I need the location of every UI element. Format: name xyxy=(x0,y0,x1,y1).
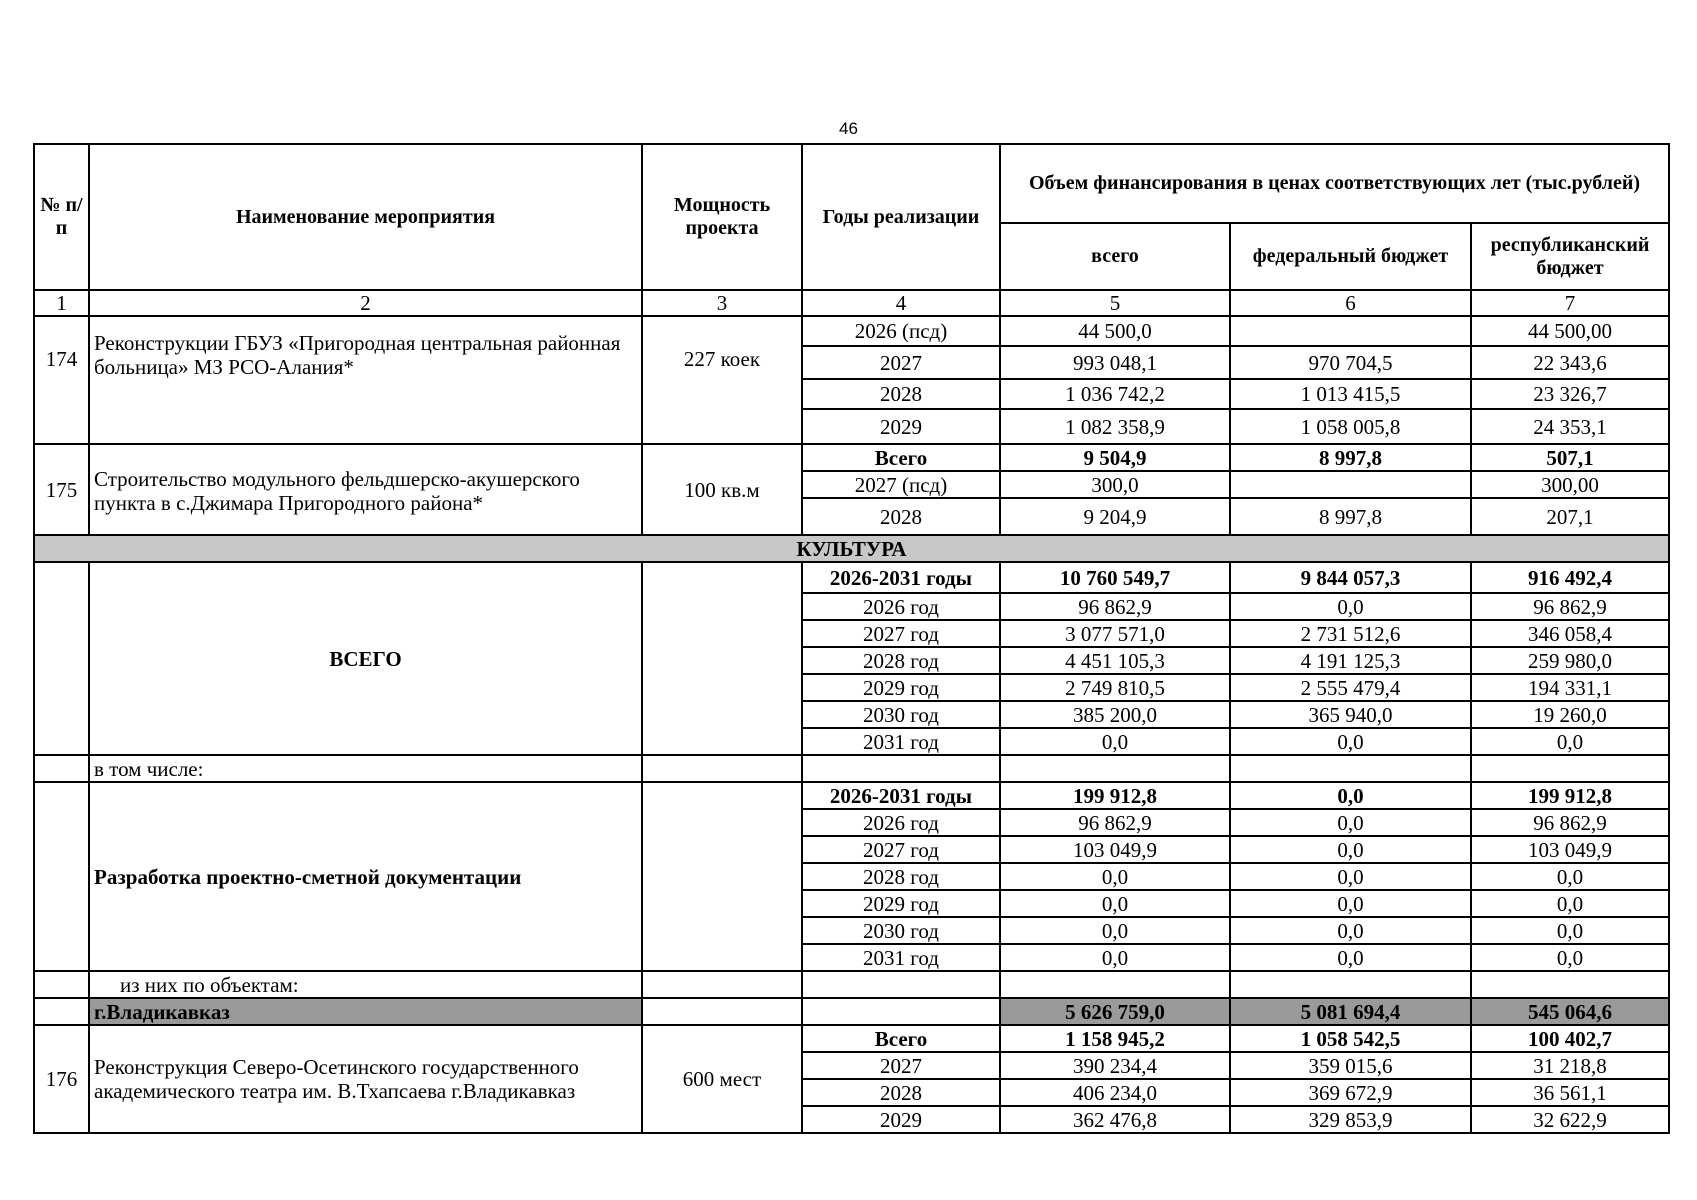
page-number: 46 xyxy=(839,119,858,138)
federal-cell: 2 731 512,6 xyxy=(1230,620,1471,647)
total-cell: 1 158 945,2 xyxy=(1000,1025,1230,1052)
republic-cell: 0,0 xyxy=(1471,890,1669,917)
federal-cell: 0,0 xyxy=(1230,944,1471,971)
republic-cell: 22 343,6 xyxy=(1471,346,1669,379)
total-cell: 9 204,9 xyxy=(1000,498,1230,535)
year-cell: 2027 xyxy=(802,1052,1000,1079)
federal-cell: 0,0 xyxy=(1230,728,1471,755)
year-cell: 2028 год xyxy=(802,863,1000,890)
column-numbers-row xyxy=(34,290,1669,316)
republic-cell: 194 331,1 xyxy=(1471,674,1669,701)
year-cell: 2031 год xyxy=(802,728,1000,755)
row-number: 175 xyxy=(34,444,89,535)
header-capacity: Мощность проекта xyxy=(642,144,802,290)
year-cell: 2028 год xyxy=(802,647,1000,674)
header-federal: федеральный бюджет xyxy=(1230,223,1471,290)
col-number: 6 xyxy=(1230,290,1471,316)
empty-cell xyxy=(1000,971,1230,998)
total-cell: 0,0 xyxy=(1000,863,1230,890)
federal-cell: 1 013 415,5 xyxy=(1230,379,1471,409)
year-cell: Всего xyxy=(802,444,1000,471)
col-number: 4 xyxy=(802,290,1000,316)
republic-cell: 100 402,7 xyxy=(1471,1025,1669,1052)
federal-cell: 1 058 542,5 xyxy=(1230,1025,1471,1052)
row-number xyxy=(34,998,89,1025)
empty-cell xyxy=(642,755,802,782)
federal-cell: 0,0 xyxy=(1230,917,1471,944)
federal-cell: 0,0 xyxy=(1230,836,1471,863)
republic-cell: 19 260,0 xyxy=(1471,701,1669,728)
project-capacity xyxy=(642,562,802,755)
row-number: 174 xyxy=(34,316,89,444)
total-cell: 993 048,1 xyxy=(1000,346,1230,379)
row-number: 176 xyxy=(34,1025,89,1133)
federal-cell: 0,0 xyxy=(1230,890,1471,917)
total-cell: 96 862,9 xyxy=(1000,593,1230,620)
federal-cell: 2 555 479,4 xyxy=(1230,674,1471,701)
republic-cell: 44 500,00 xyxy=(1471,316,1669,346)
year-cell: 2029 год xyxy=(802,674,1000,701)
year-cell: 2027 xyxy=(802,346,1000,379)
federal-cell: 359 015,6 xyxy=(1230,1052,1471,1079)
col-number: 2 xyxy=(89,290,642,316)
republic-cell: 507,1 xyxy=(1471,444,1669,471)
total-cell: 44 500,0 xyxy=(1000,316,1230,346)
republic-cell: 0,0 xyxy=(1471,863,1669,890)
funding-table xyxy=(33,143,1670,1134)
federal-cell: 369 672,9 xyxy=(1230,1079,1471,1106)
total-cell: 390 234,4 xyxy=(1000,1052,1230,1079)
republic-cell: 32 622,9 xyxy=(1471,1106,1669,1133)
federal-cell: 0,0 xyxy=(1230,809,1471,836)
republic-cell: 916 492,4 xyxy=(1471,562,1669,593)
empty-cell xyxy=(802,971,1000,998)
year-cell: 2027 год xyxy=(802,620,1000,647)
total-cell: 10 760 549,7 xyxy=(1000,562,1230,593)
city-republic: 545 064,6 xyxy=(1471,998,1669,1025)
project-capacity xyxy=(642,782,802,971)
total-cell: 2 749 810,5 xyxy=(1000,674,1230,701)
republic-cell: 0,0 xyxy=(1471,728,1669,755)
year-cell: 2031 год xyxy=(802,944,1000,971)
republic-cell: 23 326,7 xyxy=(1471,379,1669,409)
project-capacity: 100 кв.м xyxy=(642,444,802,535)
total-cell: 9 504,9 xyxy=(1000,444,1230,471)
year-cell: 2026 (псд) xyxy=(802,316,1000,346)
total-cell: 4 451 105,3 xyxy=(1000,647,1230,674)
total-cell: 1 036 742,2 xyxy=(1000,379,1230,409)
federal-cell: 0,0 xyxy=(1230,593,1471,620)
year-cell: 2026-2031 годы xyxy=(802,782,1000,809)
total-cell: 385 200,0 xyxy=(1000,701,1230,728)
table-row xyxy=(34,782,1669,809)
header-name: Наименование мероприятия xyxy=(89,144,642,290)
total-cell: 0,0 xyxy=(1000,890,1230,917)
project-name: Реконструкция Северо-Осетинского государственного академического театра им. В.Тхапсаева г.Владикавказ xyxy=(89,1025,642,1133)
city-row xyxy=(34,998,1669,1025)
table-row xyxy=(34,971,1669,998)
year-cell: 2029 xyxy=(802,409,1000,444)
total-cell: 3 077 571,0 xyxy=(1000,620,1230,647)
republic-cell: 259 980,0 xyxy=(1471,647,1669,674)
project-capacity: 227 коек xyxy=(642,316,802,444)
objects-label: из них по объектам: xyxy=(89,971,642,998)
header-no: № п/п xyxy=(34,144,89,290)
table-row xyxy=(34,1025,1669,1052)
header-years: Годы реализации xyxy=(802,144,1000,290)
republic-cell: 24 353,1 xyxy=(1471,409,1669,444)
federal-cell xyxy=(1230,316,1471,346)
project-name: Строительство модульного фельдшерско-акушерского пункта в с.Джимара Пригородного района* xyxy=(89,444,642,535)
federal-cell: 0,0 xyxy=(1230,863,1471,890)
republic-cell: 36 561,1 xyxy=(1471,1079,1669,1106)
header-republic: республиканский бюджет xyxy=(1471,223,1669,290)
year-cell: 2030 год xyxy=(802,917,1000,944)
row-number xyxy=(34,562,89,755)
col-number: 7 xyxy=(1471,290,1669,316)
federal-cell: 0,0 xyxy=(1230,782,1471,809)
empty-cell xyxy=(642,971,802,998)
republic-cell: 96 862,9 xyxy=(1471,593,1669,620)
republic-cell: 103 049,9 xyxy=(1471,836,1669,863)
row-number xyxy=(34,971,89,998)
empty-cell xyxy=(1230,971,1471,998)
section-title: КУЛЬТУРА xyxy=(34,535,1669,562)
federal-cell: 9 844 057,3 xyxy=(1230,562,1471,593)
year-cell: 2029 xyxy=(802,1106,1000,1133)
table-row xyxy=(34,444,1669,471)
republic-cell: 207,1 xyxy=(1471,498,1669,535)
empty-cell xyxy=(802,755,1000,782)
header-total: всего xyxy=(1000,223,1230,290)
year-cell: Всего xyxy=(802,1025,1000,1052)
row-number xyxy=(34,782,89,971)
city-name: г.Владикавказ xyxy=(89,998,642,1025)
republic-cell: 300,00 xyxy=(1471,471,1669,498)
year-cell: 2026-2031 годы xyxy=(802,562,1000,593)
empty-cell xyxy=(1471,971,1669,998)
col-number: 5 xyxy=(1000,290,1230,316)
project-name: Реконструкции ГБУЗ «Пригородная центральная районная больница» МЗ РСО-Алания* xyxy=(89,316,642,444)
federal-cell: 4 191 125,3 xyxy=(1230,647,1471,674)
total-cell: 103 049,9 xyxy=(1000,836,1230,863)
republic-cell: 0,0 xyxy=(1471,944,1669,971)
total-cell: 0,0 xyxy=(1000,944,1230,971)
table-row xyxy=(34,316,1669,346)
year-cell: 2027 год xyxy=(802,836,1000,863)
republic-cell: 31 218,8 xyxy=(1471,1052,1669,1079)
year-cell: 2028 xyxy=(802,1079,1000,1106)
federal-cell: 365 940,0 xyxy=(1230,701,1471,728)
total-cell: 406 234,0 xyxy=(1000,1079,1230,1106)
empty-cell xyxy=(1000,755,1230,782)
total-cell: 300,0 xyxy=(1000,471,1230,498)
republic-cell: 199 912,8 xyxy=(1471,782,1669,809)
table-row xyxy=(34,755,1669,782)
city-total: 5 626 759,0 xyxy=(1000,998,1230,1025)
empty-cell xyxy=(1230,755,1471,782)
year-cell: 2029 год xyxy=(802,890,1000,917)
year-cell: 2026 год xyxy=(802,593,1000,620)
year-cell: 2028 xyxy=(802,498,1000,535)
federal-cell: 8 997,8 xyxy=(1230,498,1471,535)
federal-cell xyxy=(1230,471,1471,498)
federal-cell: 1 058 005,8 xyxy=(1230,409,1471,444)
section-row xyxy=(34,535,1669,562)
republic-cell: 346 058,4 xyxy=(1471,620,1669,647)
total-cell: 199 912,8 xyxy=(1000,782,1230,809)
empty-cell xyxy=(642,998,802,1025)
header-funding: Объем финансирования в ценах соответствующих лет (тыс.рублей) xyxy=(1000,144,1669,223)
col-number: 1 xyxy=(34,290,89,316)
city-federal: 5 081 694,4 xyxy=(1230,998,1471,1025)
total-cell: 1 082 358,9 xyxy=(1000,409,1230,444)
project-capacity: 600 мест xyxy=(642,1025,802,1133)
year-cell: 2030 год xyxy=(802,701,1000,728)
republic-cell: 96 862,9 xyxy=(1471,809,1669,836)
republic-cell: 0,0 xyxy=(1471,917,1669,944)
federal-cell: 329 853,9 xyxy=(1230,1106,1471,1133)
empty-cell xyxy=(802,998,1000,1025)
federal-cell: 970 704,5 xyxy=(1230,346,1471,379)
year-cell: 2026 год xyxy=(802,809,1000,836)
year-cell: 2027 (псд) xyxy=(802,471,1000,498)
total-label: ВСЕГО xyxy=(89,562,642,755)
federal-cell: 8 997,8 xyxy=(1230,444,1471,471)
col-number: 3 xyxy=(642,290,802,316)
psd-label: Разработка проектно-сметной документации xyxy=(89,782,642,971)
total-cell: 0,0 xyxy=(1000,728,1230,755)
total-cell: 96 862,9 xyxy=(1000,809,1230,836)
table-row xyxy=(34,562,1669,593)
empty-cell xyxy=(1471,755,1669,782)
total-cell: 0,0 xyxy=(1000,917,1230,944)
total-cell: 362 476,8 xyxy=(1000,1106,1230,1133)
row-number xyxy=(34,755,89,782)
including-label: в том числе: xyxy=(89,755,642,782)
year-cell: 2028 xyxy=(802,379,1000,409)
